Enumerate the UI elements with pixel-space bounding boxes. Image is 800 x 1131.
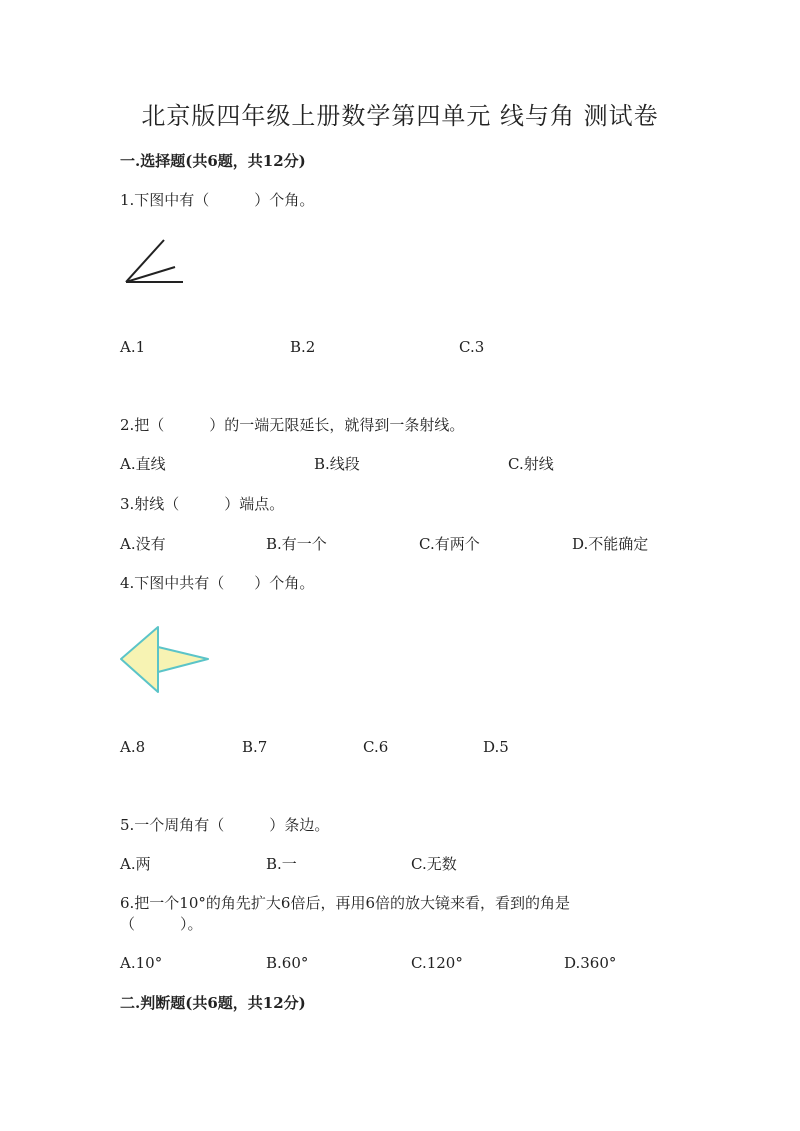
q2-option-a: A.直线 <box>120 455 166 473</box>
q2-option-c: C.射线 <box>508 455 554 473</box>
q6-option-c: C.120° <box>411 954 463 972</box>
q3-option-b: B.有一个 <box>266 535 327 553</box>
section-heading-true-false: 二.判断题(共6题，共12分) <box>120 994 306 1012</box>
arrow-figure <box>118 624 218 698</box>
question-6-text-line1: 6.把一个10°的角先扩大6倍后，再用6倍的放大镜来看，看到的角是 <box>120 894 570 912</box>
section-heading-choice: 一.选择题(共6题，共12分) <box>120 152 306 170</box>
question-1-text: 1.下图中有（ ）个角。 <box>120 191 315 209</box>
question-6-text-line2: （ ）。 <box>120 915 203 933</box>
q1-option-a: A.1 <box>120 338 146 356</box>
q4-option-a: A.8 <box>120 738 146 756</box>
q4-option-b: B.7 <box>242 738 268 756</box>
question-3-text: 3.射线（ ）端点。 <box>120 495 285 513</box>
question-5-text: 5.一个周角有（ ）条边。 <box>120 816 330 834</box>
page-title: 北京版四年级上册数学第四单元 线与角 测试卷 <box>141 102 659 130</box>
q6-option-d: D.360° <box>564 954 617 972</box>
q3-option-d: D.不能确定 <box>572 535 649 553</box>
angle-figure <box>120 236 190 286</box>
q1-option-c: C.3 <box>459 338 485 356</box>
question-4-text: 4.下图中共有（ ）个角。 <box>120 574 315 592</box>
q4-option-d: D.5 <box>483 738 509 756</box>
q2-option-b: B.线段 <box>314 455 360 473</box>
q4-option-c: C.6 <box>363 738 389 756</box>
q1-option-b: B.2 <box>290 338 316 356</box>
question-2-text: 2.把（ ）的一端无限延长，就得到一条射线。 <box>120 416 465 434</box>
q5-option-a: A.两 <box>120 855 151 873</box>
q6-option-a: A.10° <box>120 954 163 972</box>
q5-option-b: B.一 <box>266 855 297 873</box>
q5-option-c: C.无数 <box>411 855 457 873</box>
q6-option-b: B.60° <box>266 954 309 972</box>
q3-option-a: A.没有 <box>120 535 166 553</box>
q3-option-c: C.有两个 <box>419 535 480 553</box>
